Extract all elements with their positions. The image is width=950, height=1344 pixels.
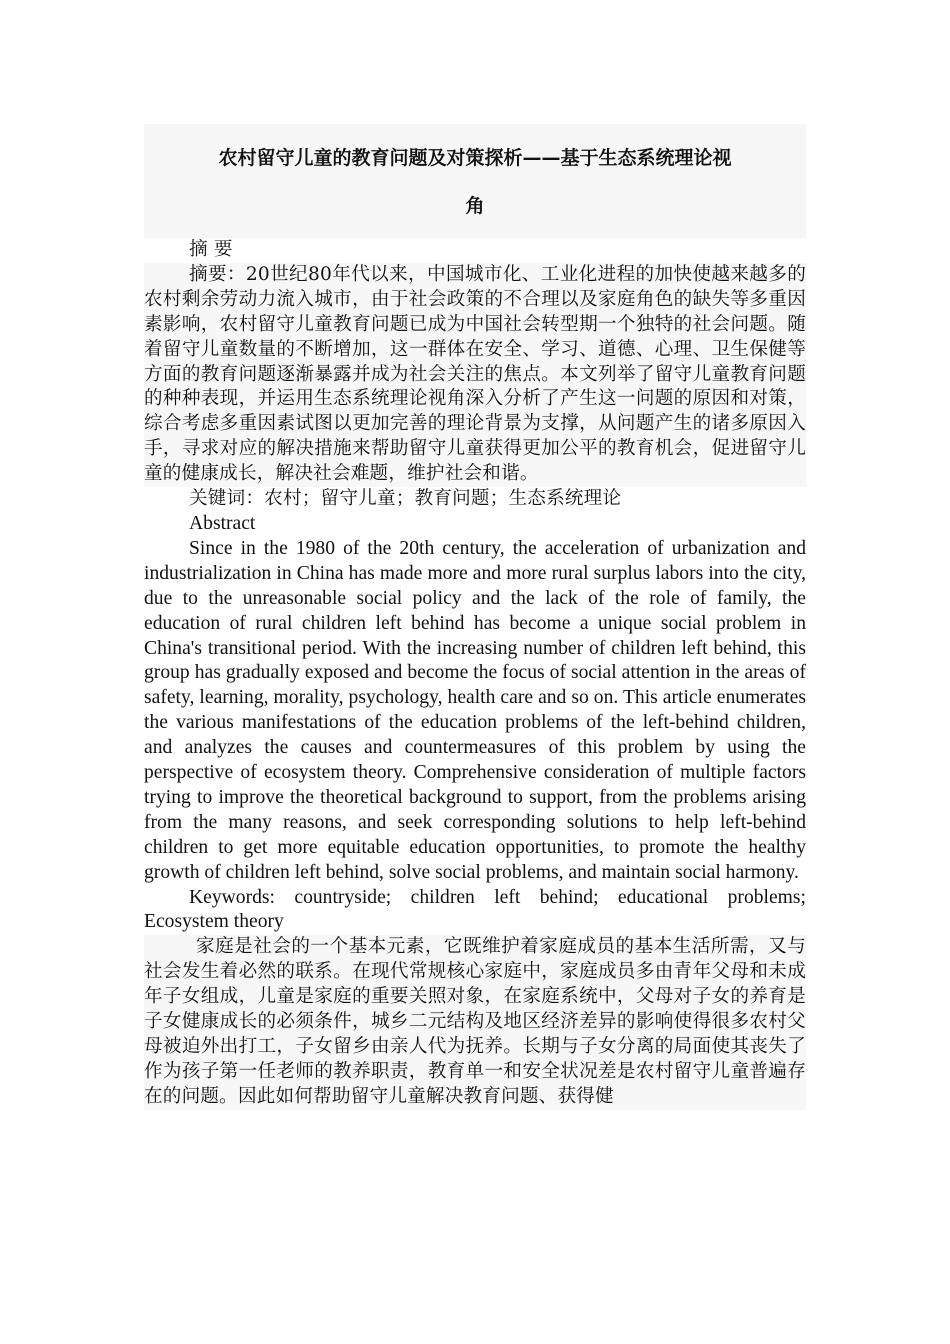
document-title [144,124,806,238]
abstract-english-heading: Abstract [189,512,256,534]
body-paragraph: 家庭是社会的一个基本元素，它既维护着家庭成员的基本生活所需，又与社会发生着必然的联系。在现代常规核心家庭中，家庭成员多由青年父母和未成年子女组成，儿童是家庭的重要关照对象，在家庭系统中，父母对子女的养育是子女健康成长的必须条件，城乡二元结构及地区经济差异的影响使得很多农村父母被迫外出打工，子女留乡由亲人代为抚养。长期与子女分离的局面使其丧失了作为孩子第一任老师的教养职责，教育单一和安全状况差是农村留守儿童普遍存在的问题。因此如何帮助留守儿童解决教育问题、获得健 [144,935,806,1109]
document-page [144,124,806,1110]
abstract-chinese: 摘要：20世纪80年代以来，中国城市化、工业化进程的加快使越来越多的农村剩余劳动力流入城市，由于社会政策的不合理以及家庭角色的缺失等多重因素影响，农村留守儿童教育问题已成为中国社会转型期一个独特的社会问题。随着留守儿童数量的不断增加，这一群体在安全、学习、道德、心理、卫生保健等方面的教育问题逐渐暴露并成为社会关注的焦点。本文列举了留守儿童教育问题的种种表现，并运用生态系统理论视角深入分析了产生这一问题的原因和对策，综合考虑多重因素试图以更加完善的理论背景为支撑，从问题产生的诸多原因入手，寻求对应的解决措施来帮助留守儿童获得更加公平的教育机会，促进留守儿童的健康成长，解决社会难题，维护社会和谐。 [144,263,806,487]
keywords-english: Keywords: countryside; children left behind; educational problems; Ecosystem theory [144,886,806,933]
title-line-2: 角 [465,195,485,217]
keywords-chinese: 关键词：农村；留守儿童；教育问题；生态系统理论 [189,488,622,510]
abstract-english: Since in the 1980 of the 20th century, the acceleration of urbanization and industrialization in China has made more and more rural surplus labors into the city, due to the unreasonable social policy and the lack of the role of family, the education of rural children left behind has become a unique social problem in China's transitional period. With the increasing number of children left behind, this group has gradually exposed and become the focus of social attention in the areas of safety, learning, morality, psychology, health care and so on. This article enumerates the various manifestations of the education problems of the left-behind children, and analyzes the causes and countermeasures of this problem by using the perspective of ecosystem theory. Comprehensive consideration of multiple factors trying to improve the theoretical background to support, from the problems arising from the many reasons, and seek corresponding solutions to help left-behind children to get more equitable education opportunities, to promote the healthy growth of children left behind, solve social problems, and maintain social harmony. [144,537,806,883]
abstract-heading: 摘 要 [189,239,233,260]
title-line-1: 农村留守儿童的教育问题及对策探析——基于生态系统理论视 [218,147,732,169]
